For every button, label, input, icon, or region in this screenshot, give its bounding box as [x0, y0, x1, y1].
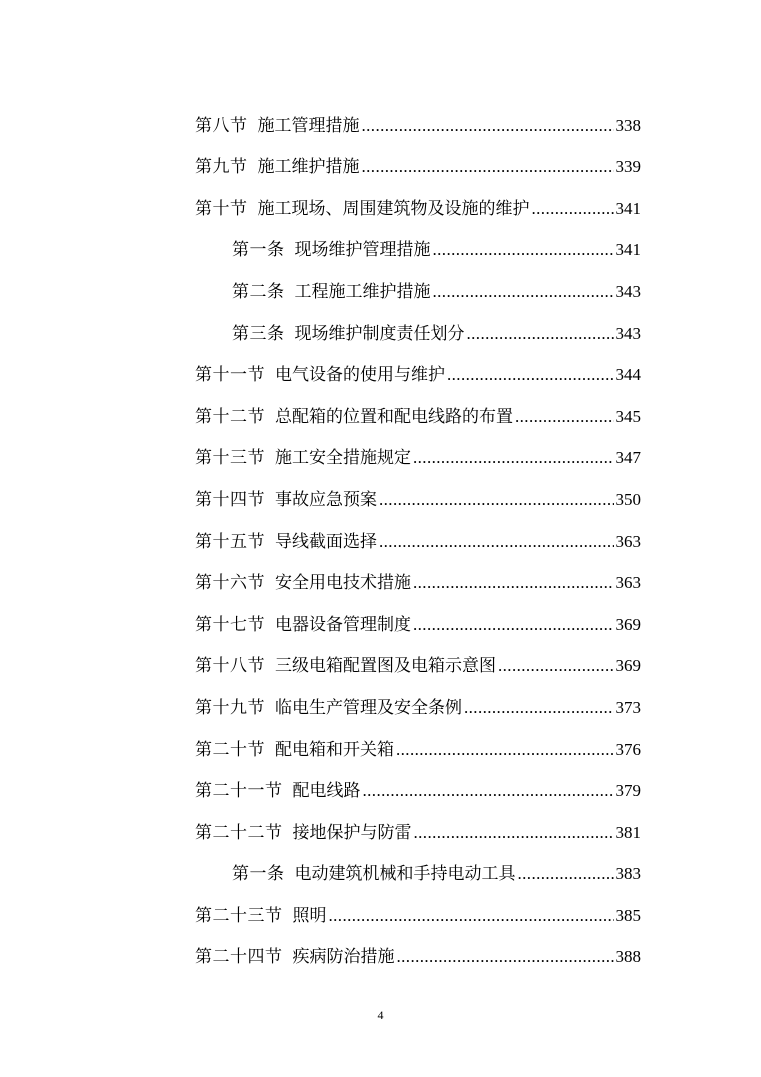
toc-entry-label: 第十五节 [195, 531, 265, 551]
toc-entry[interactable] [195, 595, 641, 637]
toc-entry-title: 工程施工维护措施 [294, 281, 431, 301]
toc-entry-label: 第十四节 [195, 489, 265, 509]
toc-dot-leader [379, 529, 614, 554]
toc-entry-label: 第二十一节 [195, 781, 283, 801]
toc-entry[interactable] [195, 554, 641, 596]
toc-entry[interactable] [195, 96, 641, 138]
toc-dot-leader [433, 279, 614, 304]
toc-entry[interactable] [195, 429, 641, 471]
toc-entry[interactable] [195, 179, 641, 221]
toc-entry-label: 第十八节 [195, 656, 265, 676]
toc-entry-title: 电器设备管理制度 [275, 614, 411, 634]
toc-dot-leader [413, 612, 614, 637]
toc-entry-title: 配电线路 [292, 781, 361, 801]
toc-entry-page: 339 [615, 157, 641, 177]
toc-entry-label: 第三条 [232, 323, 285, 343]
toc-entry-page: 383 [615, 864, 641, 884]
toc-entry-page: 344 [615, 365, 641, 385]
toc-entry-page: 341 [615, 240, 641, 260]
toc-entry[interactable] [195, 720, 641, 762]
toc-entry[interactable] [195, 637, 641, 679]
toc-dot-leader [362, 113, 614, 138]
toc-entry-title: 施工安全措施规定 [275, 448, 411, 468]
toc-dot-leader [414, 820, 614, 845]
toc-entry-title: 现场维护制度责任划分 [294, 323, 465, 343]
toc-entry-title: 疾病防治措施 [292, 947, 395, 967]
toc-entry-page: 363 [615, 573, 641, 593]
toc-entry-page: 369 [615, 656, 641, 676]
toc-entry-page: 363 [615, 531, 641, 551]
toc-entry-label: 第十二节 [195, 406, 265, 426]
toc-entry-label: 第二十二节 [195, 822, 283, 842]
toc-entry-label: 第十七节 [195, 614, 265, 634]
toc-dot-leader [329, 903, 614, 928]
toc-entry-title: 施工维护措施 [257, 157, 360, 177]
toc-entry-label: 第八节 [195, 115, 248, 135]
toc-dot-leader [518, 861, 614, 886]
toc-entry[interactable] [195, 512, 641, 554]
toc-entry-title: 电动建筑机械和手持电动工具 [294, 864, 516, 884]
toc-entry-title: 施工现场、周围建筑物及设施的维护 [257, 198, 530, 218]
toc-dot-leader [413, 570, 614, 595]
toc-entry-page: 373 [615, 697, 641, 717]
toc-entry-title: 总配箱的位置和配电线路的布置 [275, 406, 513, 426]
toc-entry-page: 347 [615, 448, 641, 468]
toc-entry-page: 343 [615, 323, 641, 343]
toc-entry-title: 电气设备的使用与维护 [275, 365, 445, 385]
toc-entry-page: 388 [615, 947, 641, 967]
toc-entry-page: 379 [615, 781, 641, 801]
toc-dot-leader [379, 487, 614, 512]
toc-entry-page: 345 [615, 406, 641, 426]
toc-entry-title: 安全用电技术措施 [275, 573, 411, 593]
toc-entry[interactable] [195, 762, 641, 804]
toc-subentry[interactable] [195, 262, 641, 304]
toc-entry-title: 导线截面选择 [275, 531, 377, 551]
toc-entry-label: 第二十四节 [195, 947, 283, 967]
toc-entry-label: 第十一节 [195, 365, 265, 385]
toc-subentry[interactable] [195, 304, 641, 346]
toc-dot-leader [363, 778, 614, 803]
toc-dot-leader [464, 695, 614, 720]
toc-entry-title: 接地保护与防雷 [292, 822, 412, 842]
toc-entry-title: 临电生产管理及安全条例 [275, 697, 462, 717]
toc-entry-label: 第九节 [195, 157, 248, 177]
toc-dot-leader [515, 404, 614, 429]
toc-subentry[interactable] [195, 845, 641, 887]
toc-entry-title: 施工管理措施 [257, 115, 360, 135]
toc-entry[interactable] [195, 387, 641, 429]
toc-entry-title: 配电箱和开关箱 [275, 739, 394, 759]
toc-entry[interactable] [195, 138, 641, 180]
toc-dot-leader [413, 445, 614, 470]
toc-entry-label: 第一条 [232, 864, 285, 884]
toc-entry[interactable] [195, 886, 641, 928]
toc-entry-page: 369 [615, 614, 641, 634]
toc-entry-page: 343 [615, 281, 641, 301]
toc-entry-title: 现场维护管理措施 [294, 240, 431, 260]
toc-dot-leader [397, 944, 614, 969]
toc-entry-title: 照明 [292, 905, 327, 925]
toc-entry[interactable] [195, 928, 641, 970]
toc-entry-label: 第二条 [232, 281, 285, 301]
toc-entry-label: 第二十节 [195, 739, 265, 759]
toc-entry-label: 第十九节 [195, 697, 265, 717]
toc-dot-leader [433, 237, 614, 262]
toc-entry[interactable] [195, 470, 641, 512]
toc-dot-leader [362, 154, 614, 179]
toc-entry-title: 事故应急预案 [275, 489, 377, 509]
toc-dot-leader [532, 196, 614, 221]
toc-subentry[interactable] [195, 221, 641, 263]
toc-entry-label: 第一条 [232, 240, 285, 260]
toc-entry-page: 341 [615, 198, 641, 218]
page-number: 4 [377, 1008, 384, 1022]
toc-dot-leader [396, 737, 614, 762]
toc-entry-page: 381 [615, 822, 641, 842]
toc-entry-label: 第十三节 [195, 448, 265, 468]
toc-entry-label: 第十节 [195, 198, 248, 218]
toc-dot-leader [447, 362, 614, 387]
toc-entry-page: 385 [615, 905, 641, 925]
toc-dot-leader [498, 653, 614, 678]
toc-entry[interactable] [195, 346, 641, 388]
toc-entry-label: 第十六节 [195, 573, 265, 593]
toc-entry-label: 第二十三节 [195, 905, 283, 925]
toc-entry[interactable] [195, 803, 641, 845]
toc-dot-leader [467, 321, 614, 346]
toc-entry-page: 350 [615, 489, 641, 509]
toc-entry-page: 338 [615, 115, 641, 135]
table-of-contents [195, 96, 641, 969]
toc-entry-title: 三级电箱配置图及电箱示意图 [275, 656, 496, 676]
toc-entry[interactable] [195, 678, 641, 720]
toc-entry-page: 376 [615, 739, 641, 759]
